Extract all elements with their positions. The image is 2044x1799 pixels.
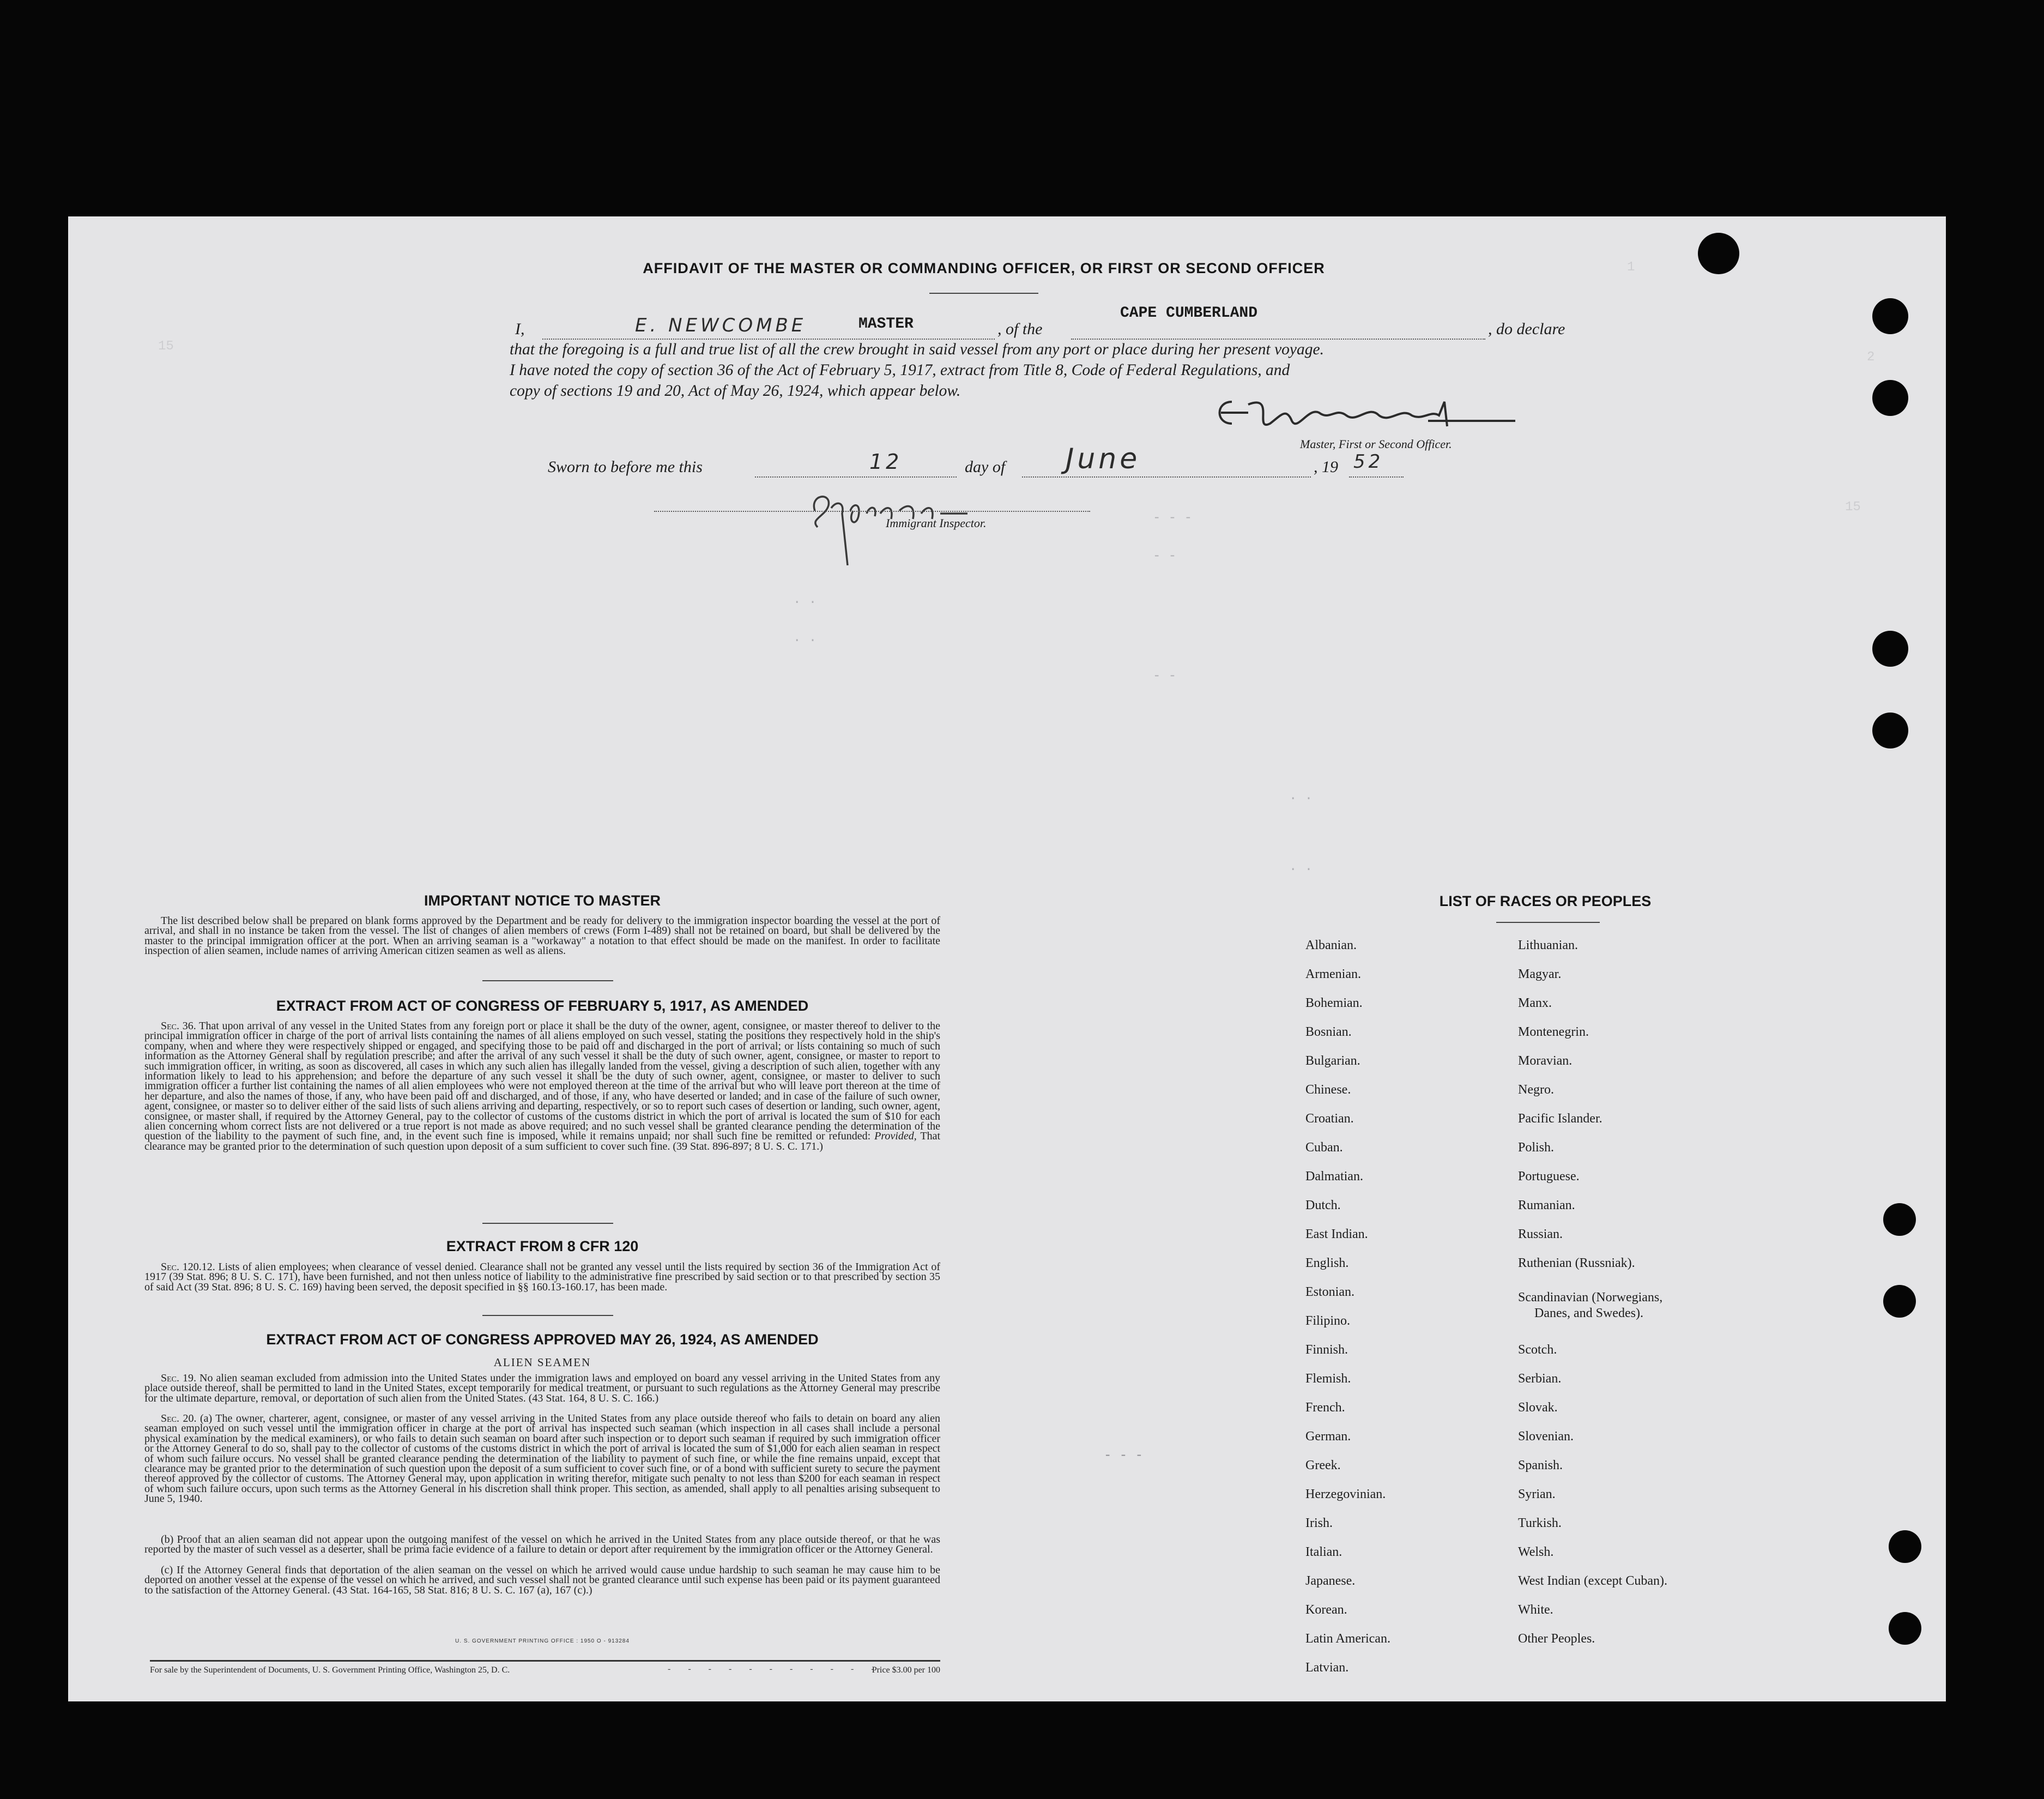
extract-1917-body: That upon arrival of any vessel in the United States from any foreign port or place it shall be the duty of the owner, agent, consignee, or master thereof to deliver to the principal immigration officer in charge of the port of arrival lists containing the names of all aliens employed on such vessel, stating the positions they respectively hold in the ship's company, when and where they were respectively shipped or engaged, and specifying those to be paid off and discharged in the port of arrival; or lists containing so much of such information as the Attorney General shall by regulation prescribe; and after the arrival of any such vessel it shall be the duty of such owner, agent, consignee, or master to report to such immigration officer, in writing, as soon as discovered, all cases in which any such alien has illegally landed from the vessel, giving a description of such alien, together with any information likely to lead to his apprehension; and before the departure of any such vessel it shall be the duty of such owner, agent, consignee, or master to deliver to such immigration officer a further list containing the names of all alien employees who were not employed thereon at the time of the arrival but who will leave port thereon at the time of her departure, and also the names of those, if any, who have been paid off and discharged, and of those, if any, who have deserted or landed; and in case of the failure of such owner, agent, consignee, or master so to deliver either of the said lists of such aliens arriving and departing, respectively, or so to report such cases of desertion or landing, such owner, agent, consignee, or master shall, if required by the Attorney General, pay to the collector of customs of the customs district in which the port of arrival is located the sum of $10 for each alien concerning whom correct lists are not delivered or a true report is not made as above required; and no such vessel shall be granted clearance pending the determination of the question of the liability to the payment of such fine, and, in the event such fine is imposed, while it remains unpaid; nor shall such fine be remitted or refunded: [144,1020,941,1143]
race-item: Magyar. [1518,967,1562,981]
race-item: Manx. [1518,996,1552,1010]
footer-rule [150,1660,940,1662]
race-item: Estonian. [1305,1285,1354,1299]
race-item: French. [1305,1400,1345,1415]
race-item: Italian. [1305,1545,1342,1559]
inspector-caption: Immigrant Inspector. [886,516,987,530]
race-item: White. [1518,1603,1553,1617]
extract-1924-subtitle: ALIEN SEAMEN [493,1356,591,1369]
race-item: Portuguese. [1518,1169,1580,1184]
race-item: Bohemian. [1305,996,1363,1010]
race-item: Rumanian. [1518,1198,1575,1212]
race-item: Other Peoples. [1518,1632,1595,1646]
punch-hole [1872,713,1908,748]
year-line [1349,476,1404,478]
affidavit-body-line2: I have noted the copy of section 36 of the Act of February 5, 1917, extract from Title 8, Code of Federal Regulations, and [510,361,1290,379]
race-item: Syrian. [1518,1487,1556,1501]
extract-1924-sec20a-body: (a) The owner, charterer, agent, consignee, or master of any vessel arriving in the United States from any place outside thereof who fails to detain on board any alien seaman employed on such vessel until the immigration officer in charge at the port of arrival has inspected such seaman (which inspection in all cases shall include a personal physical examination by the medical examiners), or who fails to detain such seaman on board after such inspection or to deport such seaman if required by such immigration officer or the Attorney General to do so, shall pay to the collector of customs of the customs district in which the port of arrival is located the sum of $1,000 for each alien seaman in respect of whom such failure occurs. No vessel shall be granted clearance pending the determination of the liability to payment of such fine, or while the fine remains unpaid, except that clearance may be granted prior to the determination of such question upon the deposit of a sum sufficient to cover such fine, or of a bond with sufficient surety to secure the payment thereof approved by the collector of customs. The Attorney General may, upon application in writing therefor, mitigate such penalty to not less than $200 for each seaman in respect of whom such failure occurs, upon such terms as the Attorney General in his discretion shall think proper. This section, as amended, shall apply to all penalties arising subsequent to June 5, 1940. [144,1412,940,1505]
punch-hole [1883,1203,1916,1236]
title-rule [929,293,1038,294]
race-item: Herzegovinian. [1305,1487,1386,1501]
vessel-name-line [1071,339,1485,340]
race-item: Montenegrin. [1518,1025,1589,1039]
race-item: East Indian. [1305,1227,1368,1241]
affidavit-title: AFFIDAVIT OF THE MASTER OR COMMANDING OFFICER, OR FIRST OR SECOND OFFICER [643,260,1325,276]
race-item: Latvian. [1305,1661,1349,1675]
bleed-through-dots: - - - [1104,1448,1144,1463]
extract-1924-sec19-label: Sec. 19. [161,1372,197,1384]
bleed-through-dots: . . [1289,789,1313,804]
punch-hole [1872,631,1908,667]
race-item: Moravian. [1518,1054,1573,1068]
day-of-label: day of [965,458,1006,476]
race-item: Greek. [1305,1458,1341,1472]
extract-cfr-sec-label: Sec. 120.12. [161,1261,215,1273]
race-item: Korean. [1305,1603,1347,1617]
extract-1924-sec20-label: Sec. 20. [161,1412,197,1424]
punch-hole [1889,1530,1921,1563]
extract-1917-body-end: That clearance may be granted prior to the determination of such question upon deposit of a sum sufficient to cover such fine. (39 Stat. 896-897; 8 U. S. C. 171.) [144,1130,941,1152]
footer-dashes: - - - - - - - - - - - [668,1664,882,1674]
race-item: Scotch. [1518,1343,1557,1357]
race-item: Bosnian. [1305,1025,1352,1039]
bleed-through-mark: 1 [1627,260,1635,275]
footer-right: Price $3.00 per 100 [872,1665,940,1675]
affidavit-body-line1: that the foregoing is a full and true list of all the crew brought in said vessel from any port or place during her present voyage. [510,341,1324,358]
inspector-line [654,511,1090,512]
bleed-through-mark: 15 [1845,500,1861,515]
master-signature [1210,391,1515,440]
rank-value: MASTER [858,316,914,333]
sworn-label: Sworn to before me this [548,458,703,476]
signature-caption: Master, First or Second Officer. [1300,437,1452,451]
year-value: 52 [1353,451,1384,473]
race-item: Chinese. [1305,1083,1351,1097]
extract-cfr-rule [482,1315,613,1316]
punch-hole [1698,233,1739,274]
race-item: Turkish. [1518,1516,1562,1530]
notice-text: The list described below shall be prepared on blank forms approved by the Department and be ready for delivery to the immigration inspector boarding the vessel at the port of arrival, and shall in no instance be taken from the vessel. The list of changes of alien members of crews (Form I-489) shall not be retained on board, but shall be delivered by the master to the principal immigration officer at the port. When an arriving seaman is a "workaway" a notation to that effect should be made on the manifest. In order to facilitate inspection of alien seamen, include names of arriving American citizen seamen as well as aliens. [144,915,940,957]
do-declare-label: , do declare [1488,320,1565,338]
race-item: Finnish. [1305,1343,1348,1357]
affidavit-body-line3: copy of sections 19 and 20, Act of May 26, 1924, which appear below. [510,382,961,400]
races-title: LIST OF RACES OR PEOPLES [1439,893,1652,909]
race-item: Polish. [1518,1140,1555,1155]
punch-hole [1872,380,1908,416]
punch-hole [1883,1285,1916,1318]
race-item: Latin American. [1305,1632,1390,1646]
extract-1917-rule [482,1223,613,1224]
month-line [1022,476,1311,478]
vessel-name-value: CAPE CUMBERLAND [1120,305,1258,322]
race-item: Armenian. [1305,967,1361,981]
race-item: Cuban. [1305,1140,1343,1155]
race-item: Pacific Islander. [1518,1112,1602,1126]
footer-left: For sale by the Superintendent of Documents, U. S. Government Printing Office, Washington 25, D. C. [150,1665,510,1675]
bleed-through-mark: 2 [1867,350,1875,365]
races-rule [1496,922,1600,923]
of-the-label: , of the [997,320,1043,338]
race-item: English. [1305,1256,1349,1270]
race-item: Lithuanian. [1518,938,1578,952]
extract-1917-provided: Provided, [874,1130,917,1143]
extract-cfr-body: Lists of alien employees; when clearance of vessel denied. Clearance shall not be granted any vessel until the lists required by section 36 of the Immigration Act of 1917 (39 Stat. 896; 8 U. S. C. 171), have been furnished, and not then unless notice of liability to the administrative fine prescribed by said section or to that prescribed by section 35 of said Act (39 Stat. 896; 8 U. S. C. 169) having been served, the deposit specified in §§ 160.13-160.17, has been made. [144,1261,941,1293]
race-item: Scandinavian (Norwegians, [1518,1290,1663,1305]
race-item: Flemish. [1305,1372,1351,1386]
punch-hole [1889,1612,1921,1645]
bleed-through-mark: 15 [158,339,174,354]
master-name-line [542,339,995,340]
race-item: Dutch. [1305,1198,1341,1212]
race-item: Ruthenian (Russniak). [1518,1256,1635,1270]
bleed-through-dots: - - [1153,669,1177,684]
extract-1917-title: EXTRACT FROM ACT OF CONGRESS OF FEBRUARY 5, 1917, AS AMENDED [276,998,809,1014]
master-name-value: E. NEWCOMBE [635,315,807,336]
notice-title: IMPORTANT NOTICE TO MASTER [424,892,661,909]
race-item: Spanish. [1518,1458,1563,1472]
extract-1917-text [144,1021,940,1151]
race-item: Japanese. [1305,1574,1356,1588]
race-item: Dalmatian. [1305,1169,1363,1184]
printer-line: U. S. GOVERNMENT PRINTING OFFICE : 1950 O - 913284 [455,1638,630,1644]
bleed-through-dots: . . [1289,860,1313,874]
race-item: Welsh. [1518,1545,1554,1559]
race-item: Slovenian. [1518,1429,1574,1444]
bleed-through-dots: . . [793,593,817,607]
year-prefix: , 19 [1314,458,1338,476]
race-item: Croatian. [1305,1112,1354,1126]
extract-1924-sec19 [144,1373,940,1403]
race-item: Russian. [1518,1227,1563,1241]
extract-1924-sec20c: (c) If the Attorney General finds that deportation of the alien seaman on the vessel on which he arrived would cause undue hardship to such seaman he may cause him to be deported on another vessel at the expense of the vessel on which he arrived, and such vessel shall not be granted clearance until such expense has been paid or its payment guaranteed to the satisfaction of the Attorney General. (43 Stat. 164-165, 58 Stat. 816; 8 U. S. C. 167 (a), 167 (c).) [144,1564,940,1596]
extract-1924-sec20a [144,1414,940,1504]
extract-1917-sec-label: Sec. 36. [161,1020,196,1032]
race-item: Albanian. [1305,938,1357,952]
month-value: June [1066,443,1141,475]
race-item: Slovak. [1518,1400,1558,1415]
race-item: Bulgarian. [1305,1054,1360,1068]
race-item: Serbian. [1518,1372,1562,1386]
race-item: West Indian (except Cuban). [1518,1574,1667,1588]
day-value: 12 [869,450,903,474]
notice-rule [482,980,613,981]
extract-1924-sec20b: (b) Proof that an alien seaman did not appear upon the outgoing manifest of the vessel on which he arrived in the United States from any place outside thereof, or that he was reported by the master of such vessel as a deserter, shall be prima facie evidence of a failure to detain or deport after requirement by the immigration officer or the Attorney General. [144,1534,940,1556]
form-page [68,216,1946,1701]
bleed-through-dots: - - [1153,549,1177,564]
affidavit-i-label: I, [515,320,525,338]
extract-cfr-text [144,1262,940,1292]
extract-1924-title: EXTRACT FROM ACT OF CONGRESS APPROVED MAY 26, 1924, AS AMENDED [266,1331,819,1348]
extract-cfr-title: EXTRACT FROM 8 CFR 120 [446,1238,639,1254]
day-line [755,476,957,478]
race-item: German. [1305,1429,1351,1444]
race-item: Filipino. [1305,1314,1351,1328]
race-item: Irish. [1305,1516,1333,1530]
extract-1924-sec19-body: No alien seaman excluded from admission into the United States under the immigration laws and employed on board any vessel arriving in the United States from any place outside thereof, shall be permitted to land in the United States, except temporarily for medical treatment, or pursuant to such regulations as the Attorney General may prescribe for the ultimate departure, removal, or deportation of such alien from the United States. (43 Stat. 164, 8 U. S. C. 166.) [144,1372,940,1404]
race-item: Negro. [1518,1083,1554,1097]
punch-hole [1872,298,1908,334]
bleed-through-dots: . . [793,631,817,645]
bleed-through-dots: - - - [1153,511,1193,526]
race-item: Danes, and Swedes). [1534,1306,1643,1320]
